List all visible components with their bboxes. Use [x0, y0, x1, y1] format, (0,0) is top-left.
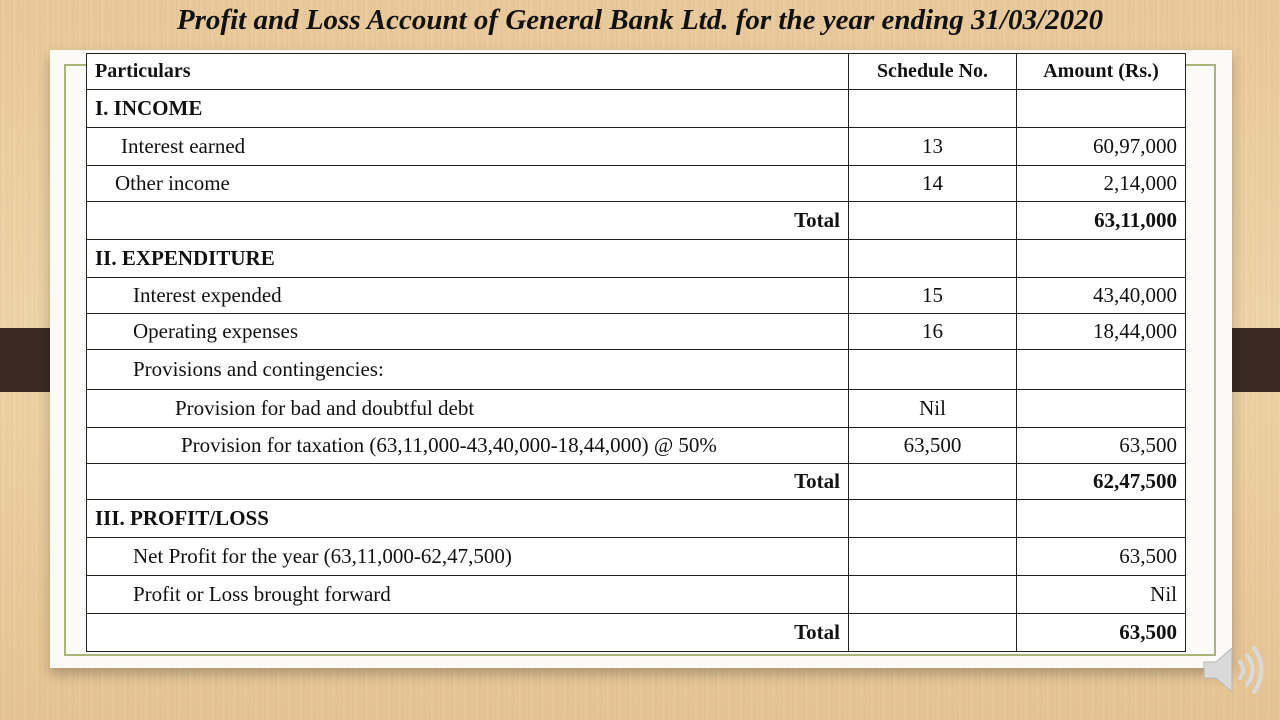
row-schedule: [849, 350, 1017, 390]
header-particulars: Particulars: [87, 54, 849, 90]
profit-loss-table: [86, 53, 1186, 652]
row-schedule: 16: [849, 314, 1017, 350]
row-amount: 63,500: [1017, 538, 1186, 576]
table-row: [87, 538, 1186, 576]
table-row: [87, 350, 1186, 390]
total-amount: 63,500: [1017, 614, 1186, 652]
table-row: [87, 314, 1186, 350]
total-label: Total: [87, 202, 849, 240]
row-particular: Interest expended: [87, 278, 849, 314]
row-particular: Operating expenses: [87, 314, 849, 350]
section-expenditure-row: [87, 240, 1186, 278]
total-row: [87, 614, 1186, 652]
section-profit-loss-row: [87, 500, 1186, 538]
row-schedule: 15: [849, 278, 1017, 314]
row-amount: 43,40,000: [1017, 278, 1186, 314]
total-amount: 63,11,000: [1017, 202, 1186, 240]
total-label: Total: [87, 464, 849, 500]
header-row: [87, 54, 1186, 90]
total-label: Total: [87, 614, 849, 652]
row-amount: [1017, 390, 1186, 428]
row-schedule: 13: [849, 128, 1017, 166]
row-amount: [1017, 350, 1186, 390]
table-row: [87, 576, 1186, 614]
row-schedule: 63,500: [849, 428, 1017, 464]
section-heading: I. INCOME: [87, 90, 849, 128]
slide-title: Profit and Loss Account of General Bank Ltd. for the year ending 31/03/2020: [176, 4, 1104, 36]
row-schedule: 14: [849, 166, 1017, 202]
row-particular: Net Profit for the year (63,11,000-62,47,500): [87, 538, 849, 576]
table-row: [87, 278, 1186, 314]
row-schedule: [849, 576, 1017, 614]
row-amount: Nil: [1017, 576, 1186, 614]
row-amount: 60,97,000: [1017, 128, 1186, 166]
row-particular: Provisions and contingencies:: [87, 350, 849, 390]
row-amount: 2,14,000: [1017, 166, 1186, 202]
header-amount: Amount (Rs.): [1017, 54, 1186, 90]
row-particular: Other income: [87, 166, 849, 202]
row-particular: Provision for bad and doubtful debt: [87, 390, 849, 428]
total-amount: 62,47,500: [1017, 464, 1186, 500]
row-particular: Provision for taxation (63,11,000-43,40,000-18,44,000) @ 50%: [87, 428, 849, 464]
row-schedule: Nil: [849, 390, 1017, 428]
table-row: [87, 428, 1186, 464]
row-particular: Profit or Loss brought forward: [87, 576, 849, 614]
speaker-icon[interactable]: [1198, 640, 1268, 700]
row-amount: 18,44,000: [1017, 314, 1186, 350]
header-schedule: Schedule No.: [849, 54, 1017, 90]
row-amount: 63,500: [1017, 428, 1186, 464]
row-schedule: [849, 538, 1017, 576]
table-row: [87, 390, 1186, 428]
total-row: [87, 464, 1186, 500]
section-heading: III. PROFIT/LOSS: [87, 500, 849, 538]
section-heading: II. EXPENDITURE: [87, 240, 849, 278]
total-row: [87, 202, 1186, 240]
table-row: [87, 128, 1186, 166]
section-income-row: [87, 90, 1186, 128]
row-particular: Interest earned: [87, 128, 849, 166]
table-row: [87, 166, 1186, 202]
